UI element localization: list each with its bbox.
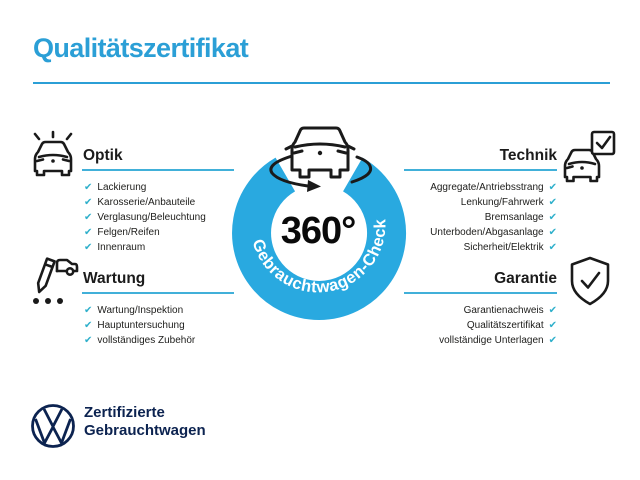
checklist-item: Unterboden/Abgasanlage ✔ bbox=[430, 227, 557, 238]
check-icon: ✔ bbox=[548, 197, 557, 208]
page-title: Qualitätszertifikat bbox=[33, 33, 249, 63]
ring-360 bbox=[248, 175, 389, 301]
check-icon: ✔ bbox=[548, 320, 557, 331]
section-title-technik: Technik bbox=[499, 147, 557, 164]
check-icon: ✔ bbox=[84, 305, 93, 316]
check-icon: ✔ bbox=[84, 320, 93, 331]
car-shine-icon bbox=[35, 132, 71, 175]
checklist-item: ✔ Karosserie/Anbauteile bbox=[84, 197, 196, 208]
checklist-item: ✔ Felgen/Reifen bbox=[84, 227, 160, 238]
brand-line-2: Gebrauchtwagen bbox=[84, 422, 206, 439]
check-icon: ✔ bbox=[84, 242, 93, 253]
pencil-car-checklist-icon bbox=[33, 259, 77, 304]
checklist-item: ✔ vollständiges Zubehör bbox=[84, 335, 196, 346]
check-icon: ✔ bbox=[84, 182, 93, 193]
section-title-optik: Optik bbox=[83, 147, 123, 164]
checklist-item: ✔ Verglasung/Beleuchtung bbox=[84, 212, 206, 223]
ring-label: Gebrauchtwagen-Check bbox=[248, 218, 390, 297]
check-icon: ✔ bbox=[548, 227, 557, 238]
checklist-item: Sicherheit/Elektrik ✔ bbox=[463, 242, 557, 253]
check-icon: ✔ bbox=[84, 335, 93, 346]
check-icon: ✔ bbox=[548, 182, 557, 193]
check-icon: ✔ bbox=[548, 212, 557, 223]
checklist-item: ✔ Hauptuntersuchung bbox=[84, 320, 185, 331]
checklist-item: Bremsanlage ✔ bbox=[484, 212, 557, 223]
checklist-item: ✔ Wartung/Inspektion bbox=[84, 305, 184, 316]
checklist-item: vollständige Unterlagen ✔ bbox=[439, 335, 557, 346]
checklist-item: ✔ Innenraum bbox=[84, 242, 146, 253]
check-icon: ✔ bbox=[84, 197, 93, 208]
checklist-item: Garantienachweis ✔ bbox=[463, 305, 557, 316]
vw-logo bbox=[33, 406, 74, 447]
section-title-garantie: Garantie bbox=[494, 270, 557, 287]
check-icon: ✔ bbox=[84, 227, 93, 238]
checklist-item: Qualitätszertifikat ✔ bbox=[466, 320, 557, 331]
check-icon: ✔ bbox=[548, 335, 557, 346]
check-icon: ✔ bbox=[84, 212, 93, 223]
check-icon: ✔ bbox=[548, 305, 557, 316]
section-title-wartung: Wartung bbox=[83, 270, 146, 287]
degrees-label: 360° bbox=[280, 210, 356, 252]
checklist-item: Lenkung/Fahrwerk ✔ bbox=[460, 197, 557, 208]
brand-line-1: Zertifizierte bbox=[84, 404, 165, 421]
check-icon: ✔ bbox=[548, 242, 557, 253]
checklist-item: Aggregate/Antriebsstrang ✔ bbox=[430, 182, 557, 193]
car-checkbox-icon bbox=[565, 132, 614, 181]
checklist-item: ✔ Lackierung bbox=[84, 182, 147, 193]
shield-check-icon bbox=[572, 258, 608, 304]
